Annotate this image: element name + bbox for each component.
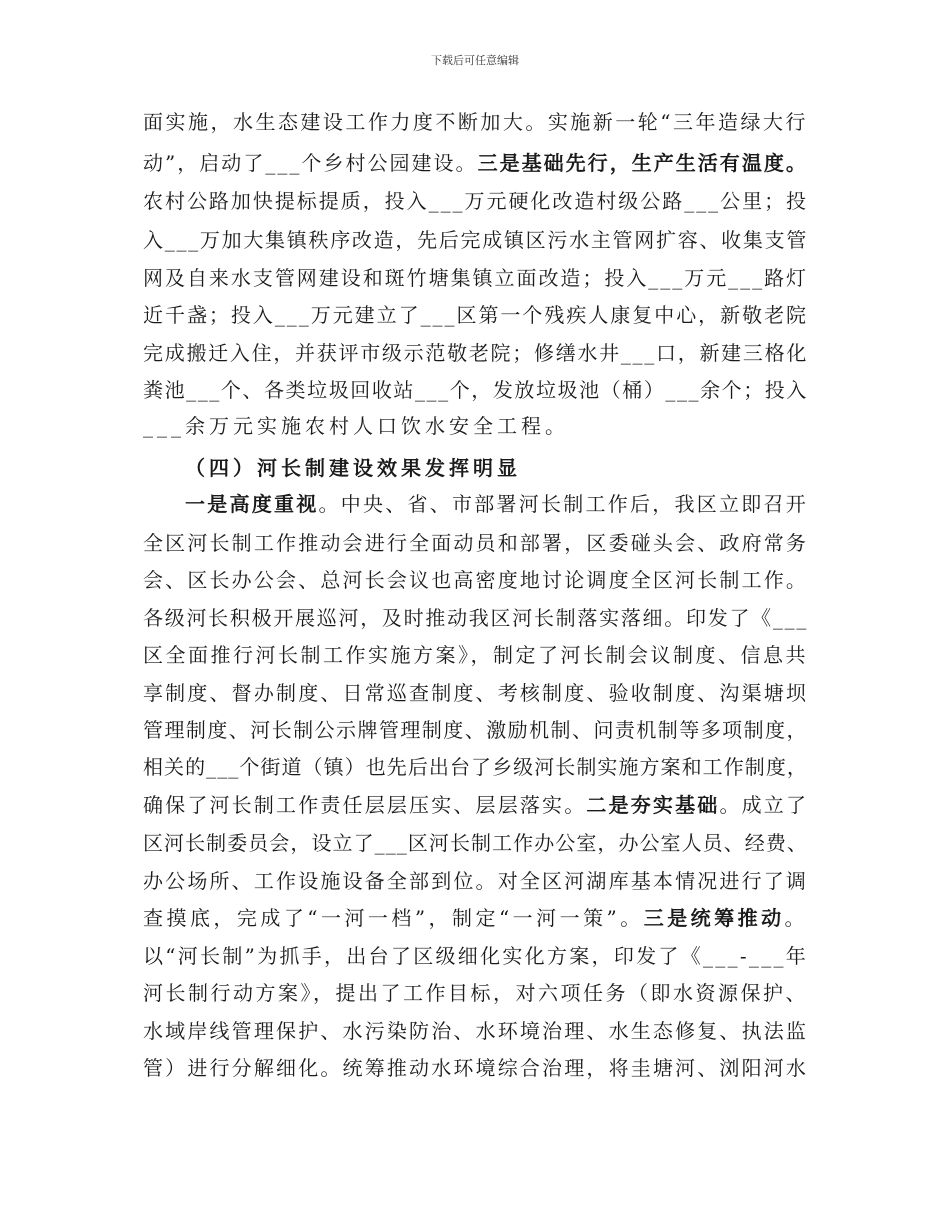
paragraph-line (0, 414, 950, 438)
text-run: 完成搬迁入住，并获评市级示范敬老院；修缮水井___口，新建三格化 (143, 341, 809, 365)
bold-text-run: 三是统筹推动 (643, 906, 785, 930)
text-run: 全区河长制工作推动会进行全面动员和部署，区委碰头会、政府常务 (143, 531, 809, 555)
text-run: 确保了河长制工作责任层层压实、层层落实。 (143, 793, 587, 817)
paragraph-line (0, 831, 950, 855)
paragraph-line (0, 755, 950, 779)
text-run: ___余万元实施农村人口饮水安全工程。 (143, 414, 569, 438)
paragraph-line (0, 793, 950, 817)
text-run: 管理制度、河长制公示牌管理制度、激励机制、问责机制等多项制度， (143, 718, 808, 742)
text-run: 水域岸线管理保护、水污染防治、水环境治理、水生态修复、执法监 (143, 1019, 809, 1043)
paragraph-line (0, 266, 950, 290)
paragraph-line (0, 981, 950, 1005)
text-run: 享制度、督办制度、日常巡查制度、考核制度、验收制度、沟渠塘坝 (143, 681, 809, 705)
text-run: 会、区长办公会、总河长会议也高密度地讨论调度全区河长制工作。 (143, 568, 809, 592)
paragraph-line (0, 681, 950, 705)
paragraph-line (0, 869, 950, 893)
text-run: 办公场所、工作设施设备全部到位。对全区河湖库基本情况进行了调 (143, 869, 809, 893)
paragraph-line (0, 341, 950, 365)
bold-text-run: 三是基础先行，生产生活有温度。 (477, 151, 808, 175)
text-run: 入___万加大集镇秩序改造，先后完成镇区污水主管网扩容、收集支管 (143, 228, 809, 252)
paragraph-line (0, 228, 950, 252)
paragraph-line (0, 1056, 950, 1080)
paragraph-line (0, 944, 950, 968)
text-run: 近千盏；投入___万元建立了___区第一个残疾人康复中心，新敬老院 (143, 303, 809, 327)
paragraph-line (0, 1019, 950, 1043)
paragraph-line (0, 110, 950, 134)
bold-text-run: （四）河长制建设效果发挥明显 (185, 456, 521, 480)
bold-text-run: 二是夯实基础 (586, 793, 720, 817)
paragraph-line (0, 643, 950, 667)
paragraph-line (0, 906, 950, 930)
bold-text-run: 一是高度重视 (185, 492, 319, 516)
text-run: 网及自来水支管网建设和斑竹塘集镇立面改造；投入___万元___路灯 (143, 266, 809, 290)
text-run: 管）进行分解细化。统筹推动水环境综合治理，将圭塘河、浏阳河水 (143, 1056, 809, 1080)
text-run: 区河长制委员会，设立了___区河长制工作办公室，办公室人员、经费、 (143, 831, 808, 855)
paragraph-line (0, 718, 950, 742)
paragraph-line (0, 606, 950, 630)
text-run: 查摸底，完成了“一河一档”，制定“一河一策”。 (143, 906, 644, 930)
paragraph-line (0, 303, 950, 327)
text-run: 农村公路加快提标提质，投入___万元硬化改造村级公路___公里；投 (143, 189, 809, 213)
text-run: 。中央、省、市部署河长制工作后，我区立即召开 (318, 492, 808, 516)
paragraph-line (0, 189, 950, 213)
text-run: 面实施，水生态建设工作力度不断加大。实施新一轮“三年造绿大行 (143, 110, 808, 134)
paragraph-line (0, 568, 950, 592)
text-run: 。成立了 (719, 793, 809, 817)
paragraph-line (0, 492, 950, 516)
text-run: 。 (784, 906, 809, 930)
text-run: 粪池___个、各类垃圾回收站___个，发放垃圾池（桶）___余个；投入 (143, 378, 808, 402)
section-heading (0, 456, 950, 480)
text-run: 以“河长制”为抓手，出台了区级细化实化方案，印发了《___-___年 (143, 944, 809, 968)
paragraph-line (0, 531, 950, 555)
page-header: 下载后可任意编辑 (431, 54, 519, 67)
paragraph-line (0, 151, 950, 175)
text-run: 相关的___个街道（镇）也先后出台了乡级河长制实施方案和工作制度， (143, 755, 808, 779)
text-run: 区全面推行河长制工作实施方案》，制定了河长制会议制度、信息共 (143, 643, 808, 667)
paragraph-line (0, 378, 950, 402)
text-run: 河长制行动方案》，提出了工作目标，对六项任务（即水资源保护、 (143, 981, 808, 1005)
text-run: 动”，启动了___个乡村公园建设。 (143, 151, 478, 175)
text-run: 各级河长积极开展巡河，及时推动我区河长制落实落细。印发了《___ (143, 606, 809, 630)
